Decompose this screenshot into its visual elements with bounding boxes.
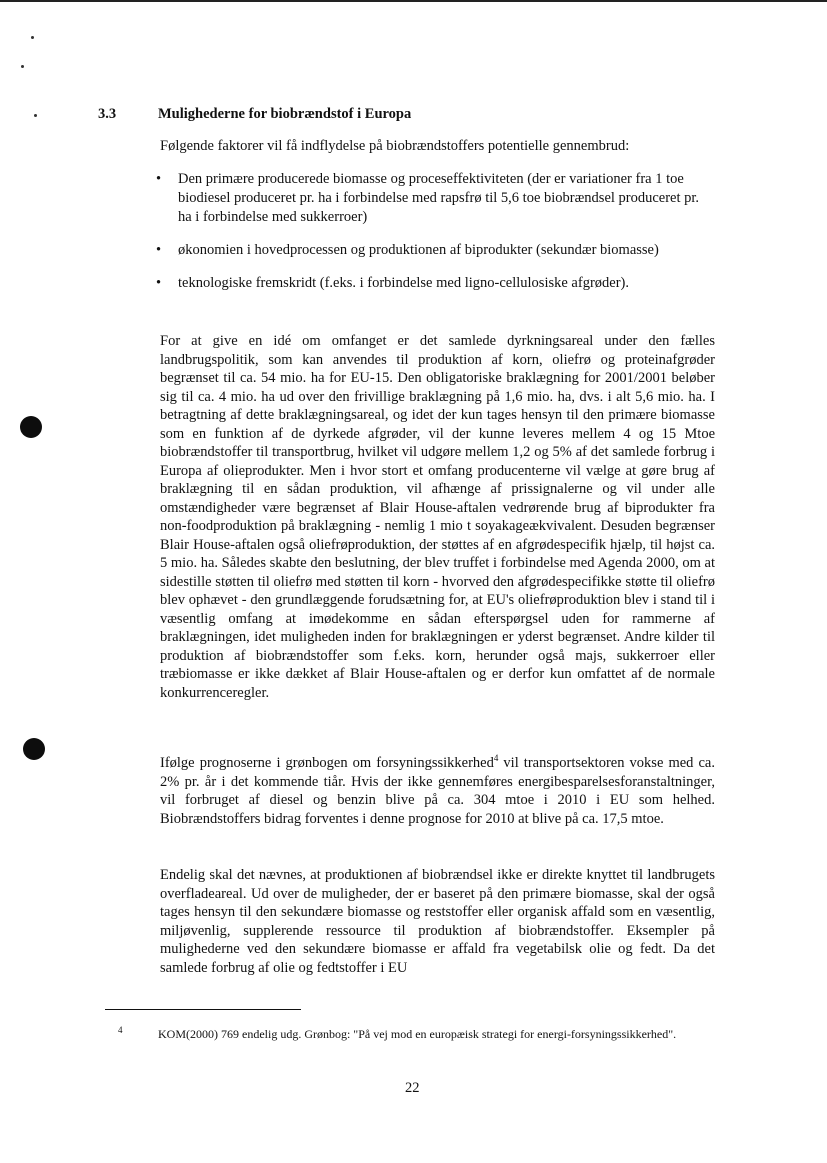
punch-hole <box>23 738 45 760</box>
footnote-number: 4 <box>118 1025 123 1035</box>
bullet-icon: • <box>156 242 162 258</box>
paragraph-forecast <box>160 754 715 828</box>
punch-hole <box>20 416 42 438</box>
list-item-text: økonomien i hovedprocessen og produktionen af biprodukter (sekundær biomasse) <box>178 242 659 258</box>
list-item-text: Den primære producerede biomasse og proceseffektiviteten (der er variationer fra 1 toe biodiesel produceret pr. ha i forbindelse med rapsfrø til 5,6 toe biobrændsel produceret pr. ha i forbindelse med sukkerroer) <box>178 171 700 225</box>
page-number: 22 <box>405 1080 420 1096</box>
bullet-icon: • <box>156 275 162 291</box>
paragraph-setaside: For at give en idé om omfanget er det samlede dyrkningsareal under den fælles landbrugspolitik, som kan anvendes til produktion af korn, oliefrø og proteinafgrøder begrænset til ca. 54 mio. ha for EU-15. Den obligatoriske braklægning for 2001/2001 beløber sig til ca. 4 mio. ha ud over den frivillige braklægning på 1,6 mio. ha, dvs. i alt 5,6 mio. ha. I betragtning af dette braklægningsareal, og idet der kun tages hensyn til den primære biomasse som en funktion af de dyrkede afgrøder, vil der kunne leveres mellem 4 og 15 Mtoe biobrændstoffer til transportbrug, hvilket vil udgøre mellem 1,2 og 5% af det samlede forbrug i Europa af olieprodukter. Men i hvor stort et omfang producenterne vil vælge at gøre brug af braklægning til en sådan produktion, vil afhænge af prissignalerne og vil under alle omstændigheder være begrænset af Blair House-aftalen vedrørende brug af biprodukter fra non-foodproduktion på braklægning - nemlig 1 mio t soyakageækvivalent. Desuden begrænser Blair House-aftalen også oliefrøproduktion, der støttes af en afgrødespecifik hjælp, til højst ca. 5 mio. ha. Således skabte den beslutning, der blev truffet i forbindelse med Agenda 2000, om at sidestille støtten til oliefrø med støtten til korn - hvorved den afgrødespecifikke støtte til oliefrø blev ophævet - den grundlæggende forudsætning for, at EU's oliefrøproduktion blev i stand til i væsentlig omfang at imødekomme en sådan efterspørgsel uden for rammerne af braklægningen, idet muligheden inden for braklægningen er yderst begrænset. Andre kilder til produktion af biobrændstoffer som f.eks. korn, herunder også majs, sukkerroer eller træbiomasse er ikke dækket af Blair House-aftalen og er derfor kun omfattet af de normale konkurrenceregler. <box>160 333 715 701</box>
section-title: Mulighederne for biobrændstof i Europa <box>158 106 412 122</box>
paragraph-text: vil transportsektoren vokse med ca. 2% pr. år i det kommende tiår. Hvis der ikke gennemføres energibesparelsesforanstaltninger, vil forbruget af diesel og benzin blive på ca. 304 mtoe i 2010 i EU som helhed. Biobrændstoffers bidrag forventes i denne prognose for 2010 at blive på ca. 17,5 mtoe. <box>160 755 715 827</box>
bullet-icon: • <box>156 171 162 187</box>
list-item-text: teknologiske fremskridt (f.eks. i forbindelse med ligno-cellulosiske afgrøder). <box>178 275 629 291</box>
list-item <box>152 274 714 293</box>
footnote-text: KOM(2000) 769 endelig udg. Grønbog: "På vej mod en europæisk strategi for energi-forsyningssikkerhed". <box>158 1027 677 1041</box>
factor-list <box>152 170 714 307</box>
list-item <box>152 241 714 260</box>
scan-speck <box>34 114 37 117</box>
paragraph-text: Ifølge prognoserne i grønbogen om forsyningssikkerhed <box>160 755 494 771</box>
top-border-line <box>0 0 827 2</box>
footnote-reference[interactable]: 4 <box>493 753 499 764</box>
list-item <box>152 170 714 227</box>
paragraph-secondary-biomass: Endelig skal det nævnes, at produktionen af biobrændsel ikke er direkte knyttet til landbrugets overfladeareal. Ud over de muligheder, der er baseret på den primære biomasse, skal der også tages hensyn til den sekundære biomasse og reststoffer eller organisk affald som en væsentlig, miljøvenlig, supplerende ressource til produktion af biobrændstoffer. Eksempler på mulighederne ved den sekundære biomasse er affald fra vegetabilsk olie og fedt. Da det samlede forbrug af olie og fedtstoffer i EU <box>160 867 715 976</box>
intro-text: Følgende faktorer vil få indflydelse på biobrændstoffers potentielle gennembrud: <box>160 138 630 154</box>
footnote-divider <box>105 1009 301 1010</box>
section-number: 3.3 <box>98 106 117 122</box>
scan-speck <box>21 65 24 68</box>
scan-speck <box>31 36 34 39</box>
